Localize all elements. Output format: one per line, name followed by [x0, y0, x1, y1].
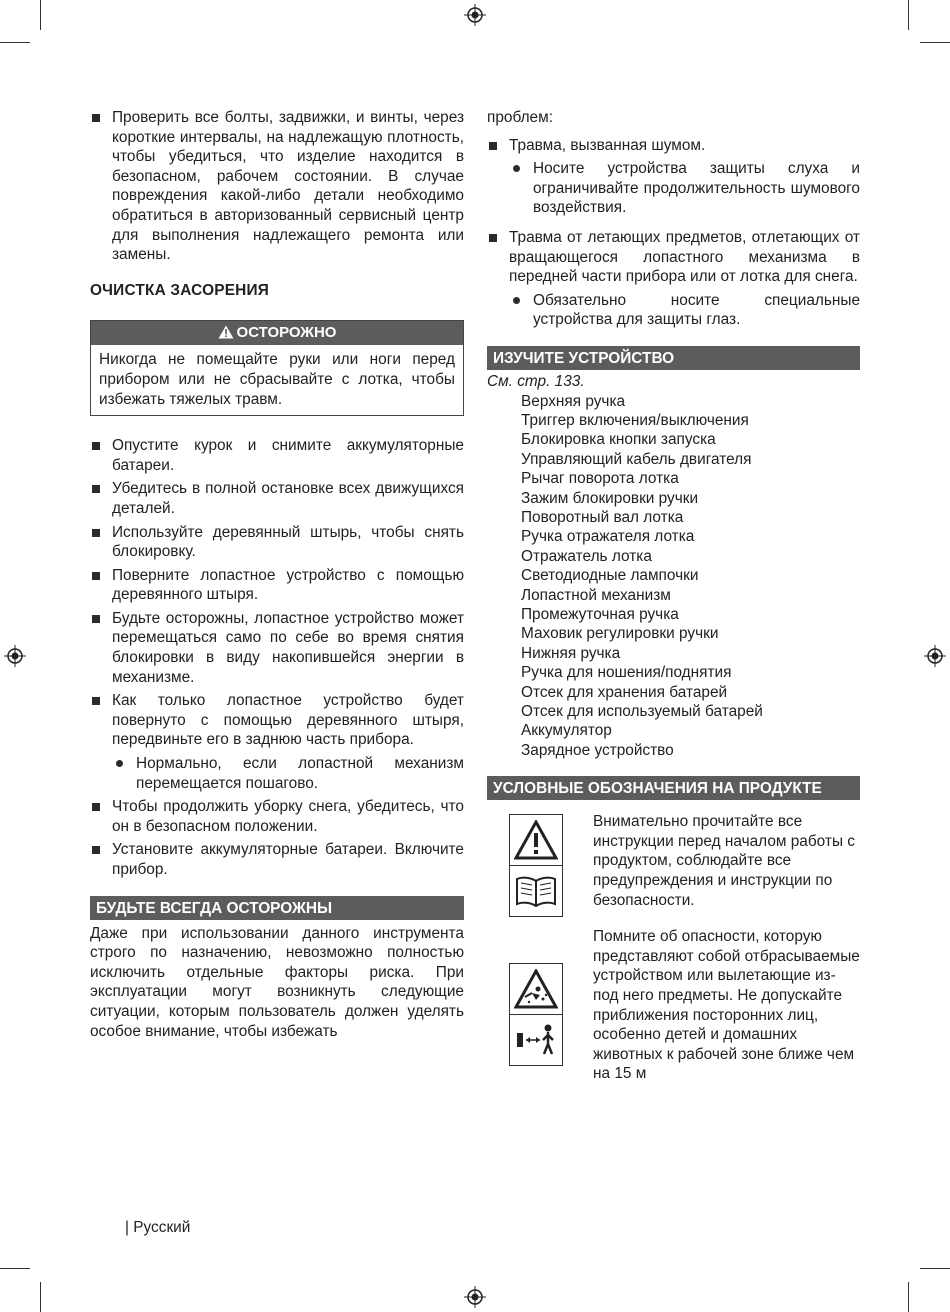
see-page-ref: См. стр. 133. — [487, 372, 585, 390]
list-item: Триггер включения/выключения — [521, 411, 749, 429]
symbol-2-text: Помните об опасности, которую представляют собой отбрасываемые устройством или вылетающие из-под него предметы. Не допускайте приближения посторонних лиц, особенно детей и домашних животных к рабочей зоне ближе чем на 15 м — [593, 928, 860, 1083]
list-item: Отсек для используемый батарей — [521, 703, 763, 721]
list-item — [487, 228, 860, 330]
list-item-text: Как только лопастное устройство будет повернуто с помощью деревянного штыря, передвиньте его в заднюю часть прибора. — [112, 692, 464, 749]
crop-mark — [908, 0, 909, 30]
list-item: Аккумулятор — [521, 722, 612, 740]
sub-list-item: Нормально, если лопастной механизм перемещается пошагово. — [112, 754, 464, 793]
crosshair-icon — [464, 1286, 486, 1308]
risks-list — [487, 136, 860, 330]
list-item: Промежуточная ручка — [521, 606, 679, 623]
warning-triangle-icon — [510, 815, 562, 865]
crosshair-icon — [464, 4, 486, 26]
warning-triangle-icon — [218, 325, 234, 339]
read-manual-icon — [510, 865, 562, 916]
symbol-icon-box — [509, 814, 563, 917]
list-item: Поворотный вал лотка — [521, 508, 684, 526]
warning-title: ОСТОРОЖНО — [236, 324, 337, 342]
list-item: Поверните лопастное устройство с помощью деревянного штыря. — [90, 566, 464, 605]
list-item: Ручка для ношения/поднятия — [521, 664, 732, 682]
crop-mark — [0, 1268, 30, 1269]
list-item: Отсек для хранения батарей — [521, 683, 728, 701]
list-item: Нижняя ручка — [521, 644, 621, 662]
list-item: Отражатель лотка — [521, 547, 652, 565]
list-item-text: Травма, вызванная шумом. — [509, 136, 706, 154]
intro-list — [90, 108, 464, 265]
list-item-text: Травма от летающих предметов, отлетающих от вращающегося лопастного механизма в передней части прибора или от лотка для снега. — [509, 228, 860, 286]
symbol-icons — [509, 927, 565, 1084]
left-column — [90, 108, 464, 1041]
list-item: Верхняя ручка — [521, 392, 626, 410]
symbol-1-text: Внимательно прочитайте все инструкции перед началом работы с продуктом, соблюдайте все предупреждения и инструкции по безопасности. — [593, 813, 855, 909]
crop-mark — [40, 1282, 41, 1312]
list-item: Блокировка кнопки запуска — [521, 431, 716, 449]
warning-header — [91, 321, 463, 345]
list-item: Будьте осторожны, лопастное устройство может перемещаться само по себе во время снятия блокировки в виду накопившейся энергии в механизме. — [90, 609, 464, 687]
list-item — [487, 136, 860, 218]
symbol-row — [487, 927, 860, 1084]
right-column — [487, 108, 860, 1084]
steps-list — [90, 436, 464, 879]
list-item: Ручка отражателя лотка — [521, 528, 695, 546]
crosshair-icon — [4, 645, 26, 667]
warning-box — [90, 320, 464, 416]
crop-mark — [920, 42, 950, 43]
sub-list — [112, 754, 464, 793]
crop-mark — [920, 1268, 950, 1269]
crop-mark — [908, 1282, 909, 1312]
crop-mark — [0, 42, 30, 43]
know-heading: ИЗУЧИТЕ УСТРОЙСТВО — [487, 346, 860, 370]
symbol-icons — [509, 812, 565, 917]
list-item: Проверить все болты, задвижки, и винты, через короткие интервалы, на надлежащую плотность, чтобы убедиться, что изделие находится в безопасном, рабочем состоянии. В случае повреждения какой-либо детали необходимо обратиться в авторизованный сервисный центр для выполнения надлежащего ремонта или замены. — [90, 108, 464, 265]
symbol-row — [487, 812, 860, 917]
list-item: Маховик регулировки ручки — [521, 625, 719, 643]
clog-heading: ОЧИСТКА ЗАСОРЕНИЯ — [90, 281, 270, 299]
list-item: Рычаг поворота лотка — [521, 470, 679, 488]
list-item: Установите аккумуляторные батареи. Включите прибор. — [90, 840, 464, 879]
list-item: Зажим блокировки ручки — [521, 489, 699, 507]
list-item: Управляющий кабель двигателя — [521, 450, 752, 468]
list-item: Опустите курок и снимите аккумуляторные батареи. — [90, 436, 464, 475]
careful-heading: БУДЬТЕ ВСЕГДА ОСТОРОЖНЫ — [90, 896, 464, 920]
list-item — [90, 691, 464, 793]
list-item: Убедитесь в полной остановке всех движущихся деталей. — [90, 479, 464, 518]
sub-list — [509, 159, 860, 218]
list-item: Светодиодные лампочки — [521, 567, 699, 585]
crop-mark — [40, 0, 41, 30]
careful-text: Даже при использовании данного инструмента строго по назначению, невозможно полностью исключить отдельные факторы риска. При эксплуатации могут возникнуть следующие ситуации, которым пользователь должен уделять особое внимание, чтобы избежать — [90, 924, 464, 1040]
continued-text: проблем: — [487, 109, 553, 126]
crosshair-icon — [924, 645, 946, 667]
list-item: Зарядное устройство — [521, 741, 674, 759]
list-item: Лопастной механизм — [521, 586, 671, 604]
list-item: Используйте деревянный штырь, чтобы снять блокировку. — [90, 523, 464, 562]
sub-list-item: Носите устройства защиты слуха и ограничивайте продолжительность шумового воздействия. — [509, 159, 860, 218]
symbol-icon-box — [509, 963, 563, 1066]
keep-distance-icon — [510, 1014, 562, 1065]
thrown-objects-icon — [510, 964, 562, 1014]
symbols-heading: УСЛОВНЫЕ ОБОЗНАЧЕНИЯ НА ПРОДУКТЕ — [487, 776, 860, 800]
footer-language: | Русский — [125, 1219, 191, 1236]
parts-list — [487, 392, 860, 761]
sub-list — [509, 291, 860, 330]
sub-list-item: Обязательно носите специальные устройства для защиты глаз. — [509, 291, 860, 330]
list-item: Чтобы продолжить уборку снега, убедитесь, что он в безопасном положении. — [90, 797, 464, 836]
warning-text: Никогда не помещайте руки или ноги перед прибором или не сбрасывайте с лотка, чтобы избежать тяжелых травм. — [99, 351, 455, 408]
